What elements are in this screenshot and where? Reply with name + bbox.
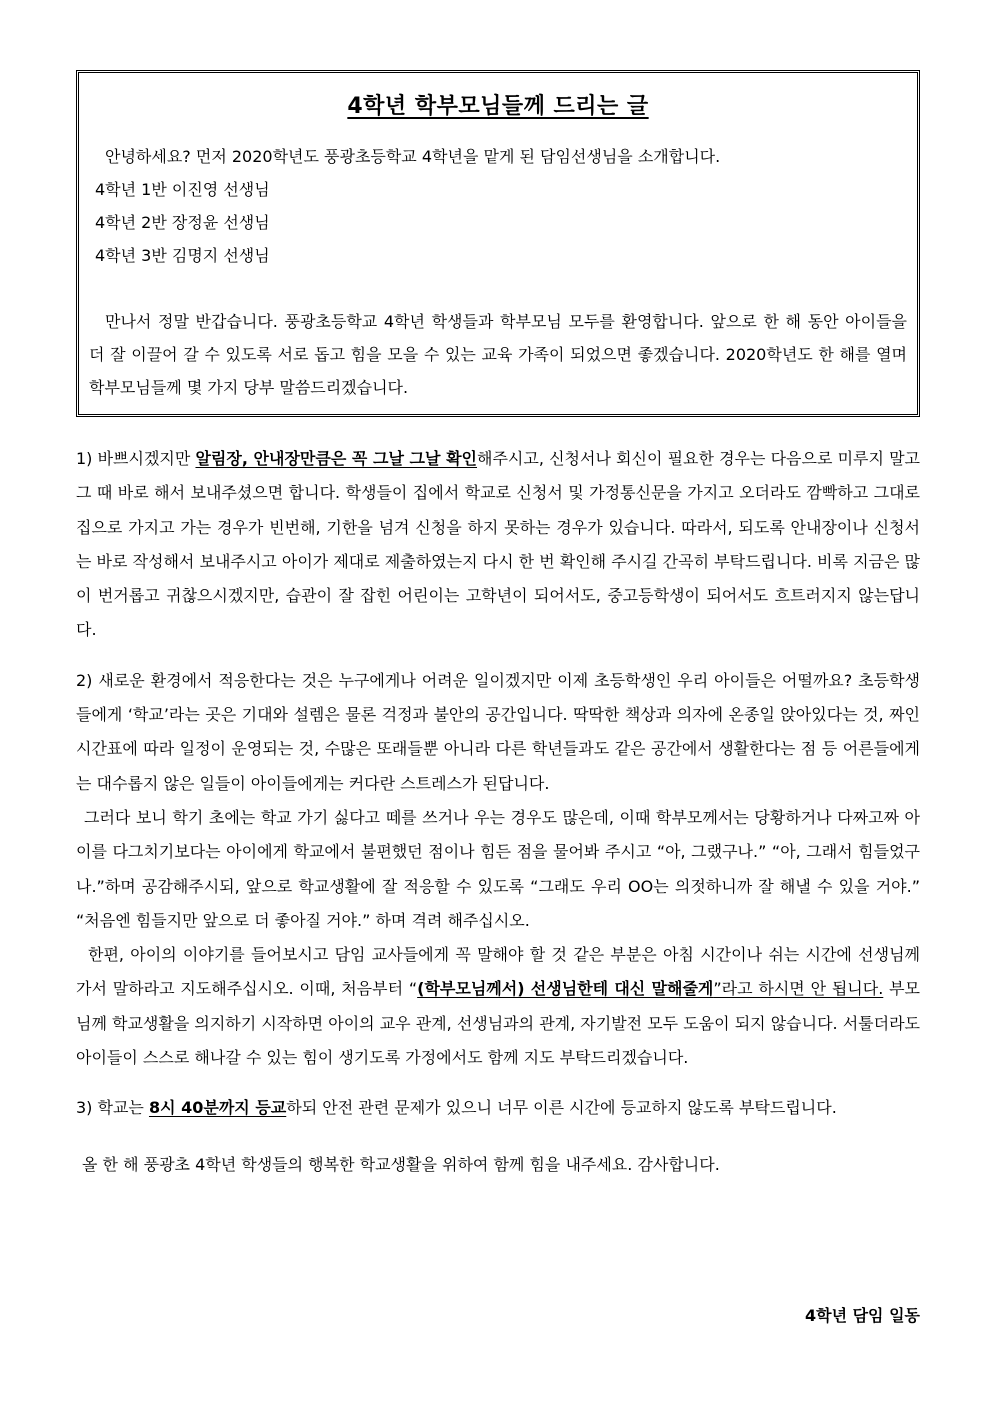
welcome-paragraph: 만나서 정말 반갑습니다. 풍광초등학교 4학년 학생들과 학부모님 모두를 환영합니다. 앞으로 한 해 동안 아이들을 더 잘 이끌어 갈 수 있도록 서로 돕고 힘을 모을 수 있는 교육 가족이 되었으면 좋겠습니다. 2020학년도 한 해를 열며 학부모님들께 몇 가지 당부 말씀드리겠습니다. [89,312,907,397]
teacher-line: 4학년 1반 이진영 선생님 [95,180,270,199]
item-3-emphasis: 8시 40분까지 등교 [148,1098,287,1118]
letter-document [76,70,920,1182]
page-title: 4학년 학부모님들께 드리는 글 [347,94,649,119]
item-3-text-rest: 하되 안전 관련 문제가 있으니 너무 이른 시간에 등교하지 않도록 부탁드립니다. [286,1098,837,1118]
intro-box [76,70,920,417]
signature: 4학년 담임 일동 [804,1306,920,1325]
item-1-text: 1) 바쁘시겠지만 [76,449,196,468]
item-1-paragraph [76,442,920,648]
teacher-line: 4학년 3반 김명지 선생님 [95,246,270,265]
item-2-paragraph-3 [76,938,920,1075]
item-2-text: 한편, 아이의 이야기를 들어보시고 담임 교사들에게 꼭 말해야 할 것 같은 부분은 아침 시간이나 쉬는 시간에 선생님께 가서 말하라고 지도해주십시오. 이때, 처음부터 “ [76,945,920,999]
item-2-emphasis-tail: ”라고 하시면 안 됩니다. [713,979,884,999]
item-2-text-rest: 부모님께 학교생활을 의지하기 시작하면 아이의 교우 관계, 선생님과의 관계, 자기발전 모두 도움이 되지 않습니다. 서툴더라도 아이들이 스스로 해나갈 수 있는 힘이 생기도록 가정에서도 함께 지도 부탁드리겠습니다. [76,979,920,1068]
item-3-paragraph [76,1091,920,1125]
item-3-text: 3) 학교는 [76,1098,149,1118]
teacher-line: 4학년 2반 장정윤 선생님 [95,213,270,232]
item-2-emphasis: (학부모님께서) 선생님한테 대신 말해줄게 [417,979,714,999]
item-2-paragraph-2: 그러다 보니 학기 초에는 학교 가기 싫다고 떼를 쓰거나 우는 경우도 많은데, 이때 학부모께서는 당황하거나 다짜고짜 아이를 다그치기보다는 아이에게 학교에서 불편했던 점이나 힘든 점을 물어봐 주시고 “아, 그랬구나.” “아, 그래서 힘들었구나.”하며 공감해주시되, 앞으로 학교생활에 잘 적응할 수 있도록 “그래도 우리 OO는 의젓하니까 잘 해낼 수 있을 거야.” “처음엔 힘들지만 앞으로 더 좋아질 거야.” 하며 격려 해주십시오. [76,807,920,930]
item-2-paragraph: 2) 새로운 환경에서 적응한다는 것은 누구에게나 어려운 일이겠지만 이제 초등학생인 우리 아이들은 어떨까요? 초등학생들에게 ‘학교’라는 곳은 기대와 설렘은 물론 걱정과 불안의 공간입니다. 딱딱한 책상과 의자에 온종일 앉아있다는 것, 짜인 시간표에 따라 일정이 운영되는 것, 수많은 또래들뿐 아니라 다른 학년들과도 같은 공간에서 생활한다는 점 등 어른들에게는 대수롭지 않은 일들이 아이들에게는 커다란 스트레스가 된답니다. [76,670,920,793]
greeting-line: 안녕하세요? 먼저 2020학년도 풍광초등학교 4학년을 맡게 된 담임선생님을 소개합니다. [105,147,721,166]
item-1-text-rest: 해주시고, 신청서나 회신이 필요한 경우는 다음으로 미루지 말고 그 때 바로 해서 보내주셨으면 합니다. 학생들이 집에서 학교로 신청서 및 가정통신문을 가지고 오더라도 깜빡하고 그대로 집으로 가지고 가는 경우가 빈번해, 기한을 넘겨 신청을 하지 못하는 경우가 있습니다. 따라서, 되도록 안내장이나 신청서는 바로 작성해서 보내주시고 아이가 제대로 제출하였는지 다시 한 번 확인해 주시길 간곡히 부탁드립니다. 비록 지금은 많이 번거롭고 귀찮으시겠지만, 습관이 잘 잡힌 어린이는 고학년이 되어서도, 중고등학생이 되어서도 흐트러지지 않는답니다. [76,449,920,640]
closing-paragraph: 올 한 해 풍광초 4학년 학생들의 행복한 학교생활을 위하여 함께 힘을 내주세요. 감사합니다. [82,1154,720,1174]
item-1-emphasis: 알림장, 안내장만큼은 꼭 그날 그날 확인 [195,449,478,468]
